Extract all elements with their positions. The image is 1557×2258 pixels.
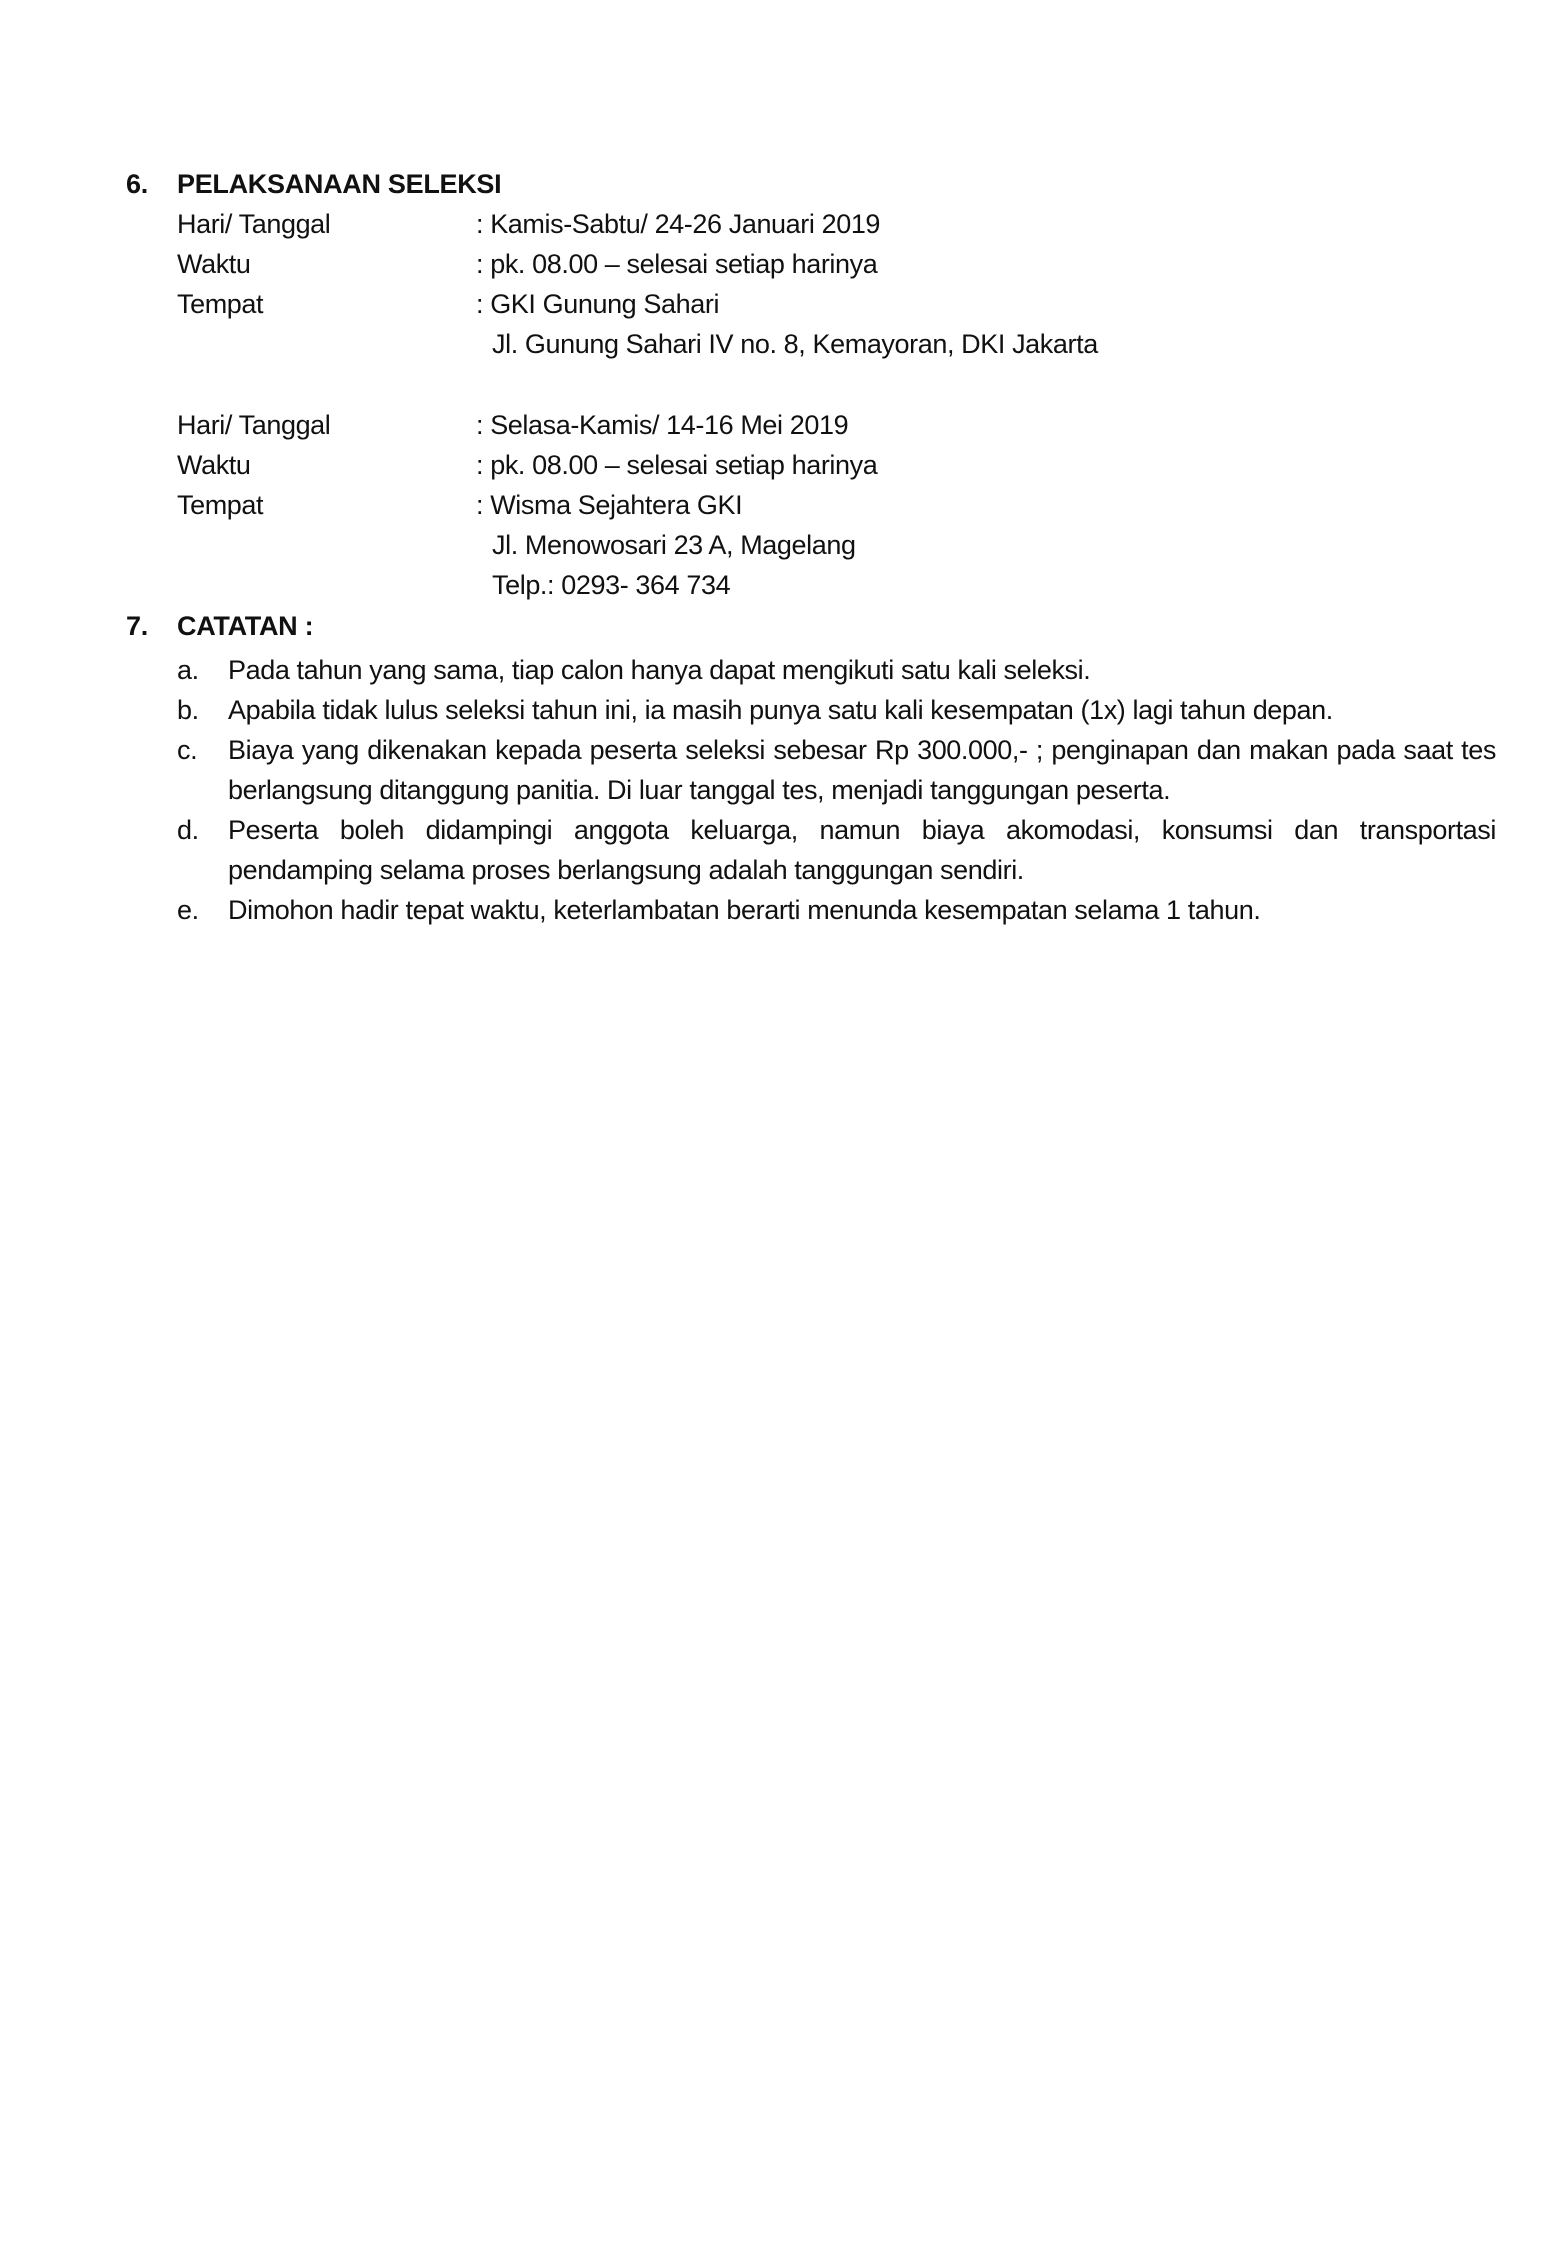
schedule-1-time-row (0, 244, 1557, 284)
section-7-title: CATATAN : (177, 611, 314, 641)
schedule-2-address-row (0, 525, 1557, 565)
schedule-2-date-row (0, 405, 1557, 445)
schedule-address-line: Jl. Menowosari 23 A, Magelang (492, 530, 856, 560)
schedule-time-label: Waktu (177, 450, 251, 480)
schedule-time-value: : pk. 08.00 – selesai setiap harinya (476, 450, 878, 480)
schedule-place-value: : GKI Gunung Sahari (476, 289, 720, 319)
section-6-number: 6. (126, 169, 148, 199)
note-letter: e. (177, 895, 199, 925)
section-7-number: 7. (126, 611, 148, 641)
note-letter: a. (177, 655, 199, 685)
note-item-c (0, 730, 1557, 810)
schedule-date-label: Hari/ Tanggal (177, 410, 331, 440)
section-6-title: PELAKSANAAN SELEKSI (177, 169, 502, 199)
schedule-date-label: Hari/ Tanggal (177, 209, 331, 239)
note-item-d (0, 810, 1557, 890)
schedule-2-place-row (0, 485, 1557, 525)
note-text: Dimohon hadir tepat waktu, keterlambatan berarti menunda kesempatan selama 1 tahun. (228, 895, 1261, 925)
schedule-2-time-row (0, 445, 1557, 485)
schedule-1-place-row (0, 284, 1557, 324)
note-item-b (0, 690, 1557, 730)
schedule-date-value: : Selasa-Kamis/ 14-16 Mei 2019 (476, 410, 849, 440)
note-text: Peserta boleh didampingi anggota keluarga, namun biaya akomodasi, konsumsi dan transportasi pendamping selama proses berlangsung adalah tanggungan sendiri. (228, 815, 1496, 885)
note-text: Apabila tidak lulus seleksi tahun ini, ia masih punya satu kali kesempatan (1x) lagi tahun depan. (228, 695, 1333, 725)
notes-list (0, 650, 1557, 930)
note-item-a (0, 650, 1557, 690)
schedule-time-label: Waktu (177, 249, 251, 279)
schedule-1-address-row (0, 324, 1557, 364)
schedule-place-label: Tempat (177, 289, 264, 319)
schedule-place-label: Tempat (177, 490, 264, 520)
schedule-date-value: : Kamis-Sabtu/ 24-26 Januari 2019 (476, 209, 881, 239)
schedule-phone-line: Telp.: 0293- 364 734 (492, 570, 731, 600)
note-text: Pada tahun yang sama, tiap calon hanya dapat mengikuti satu kali seleksi. (228, 655, 1091, 685)
note-letter: c. (177, 735, 198, 765)
schedule-2-phone-row (0, 565, 1557, 605)
schedule-time-value: : pk. 08.00 – selesai setiap harinya (476, 249, 878, 279)
note-text: Biaya yang dikenakan kepada peserta seleksi sebesar Rp 300.000,- ; penginapan dan makan pada saat tes berlangsung ditanggung panitia. Di luar tanggal tes, menjadi tanggungan peserta. (228, 735, 1496, 805)
schedule-1-date-row (0, 204, 1557, 244)
note-letter: d. (177, 815, 199, 845)
schedule-address-line: Jl. Gunung Sahari IV no. 8, Kemayoran, DKI Jakarta (492, 329, 1098, 359)
note-letter: b. (177, 695, 199, 725)
schedule-place-value: : Wisma Sejahtera GKI (476, 490, 743, 520)
note-item-e (0, 890, 1557, 930)
